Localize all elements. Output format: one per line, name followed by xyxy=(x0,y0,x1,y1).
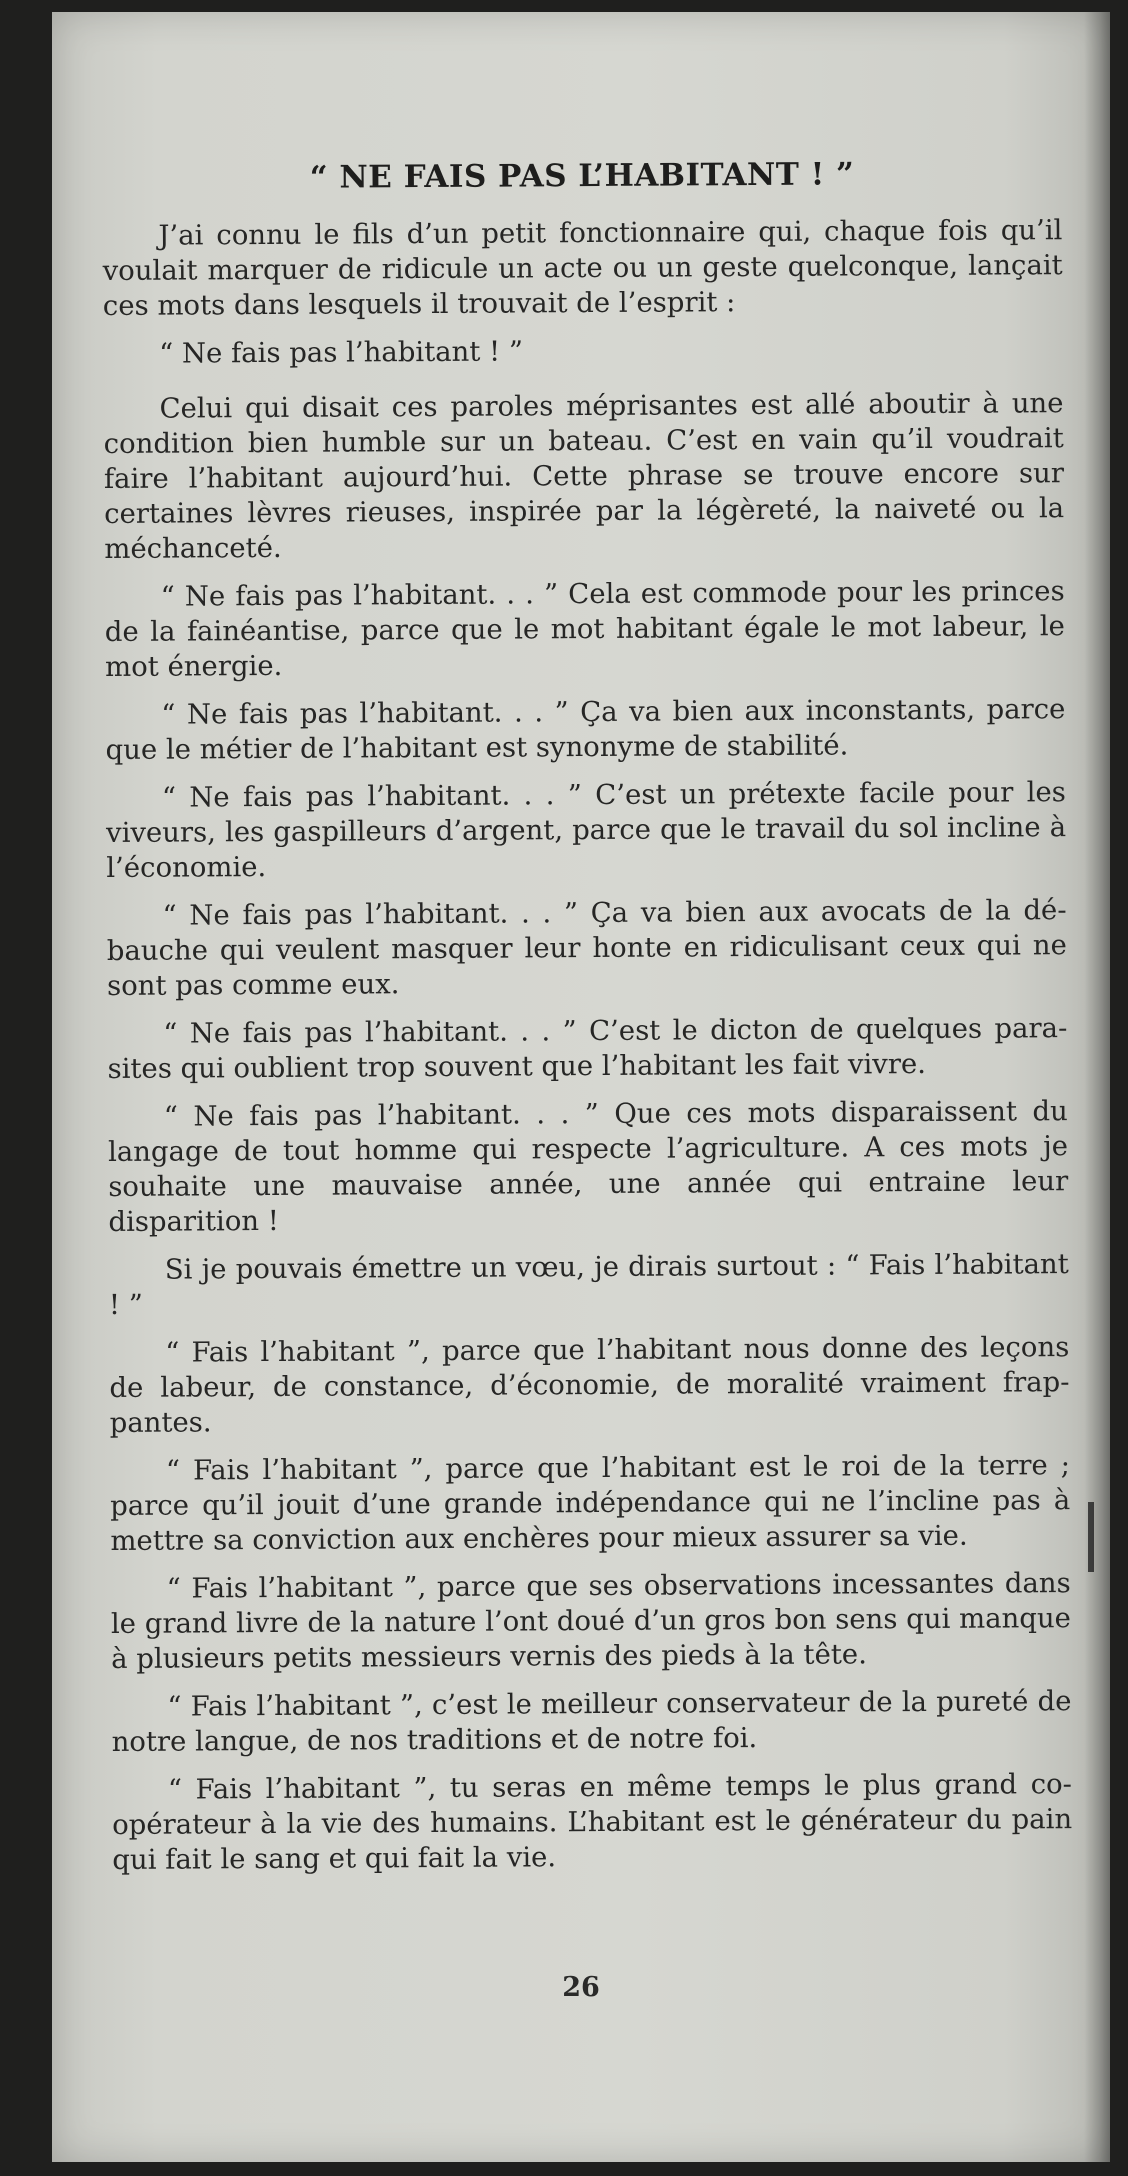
paragraph-1: J’ai connu le fils d’un petit fonctionnaire qui, chaque fois qu’il voulait marquer de ridicule un acte ou un geste quelconque, lançait ces mots dans lesquels il trouvait de l’esprit : xyxy=(102,214,1063,322)
paragraph-5: “ Ne fais pas l’habitant. . . ” Ça va bien aux inconstants, parce que le métier de l’habitant est synonyme de stabilité. xyxy=(105,693,1066,766)
paragraph-3: Celui qui disait ces paroles méprisantes est allé aboutir à une condition bien humble sur un bateau. C’est en vain qu’il voudrait faire l’habitant aujourd’hui. Cette phrase se trouve encore sur certaines lèvres rieuses, inspirée par la légèreté, la naiveté ou la méchanceté. xyxy=(103,387,1065,565)
paragraph-8: “ Ne fais pas l’habitant. . . ” C’est le dicton de quelques parasites qui oublient trop souvent que l’habitant les fait vivre. xyxy=(107,1012,1068,1085)
book-page xyxy=(52,12,1110,2162)
paragraph-9: “ Ne fais pas l’habitant. . . ” Que ces mots disparaissent du langage de tout homme qui respecte l’agriculture. A ces mots je souhaite une mauvaise année, une année qui entraine leur disparition ! xyxy=(107,1095,1069,1238)
paragraph-13: “ Fais l’habitant ”, parce que ses observations incessantes dans le grand livre de la nature l’ont doué d’un gros bon sens qui manque à plusieurs petits messieurs vernis des pieds à la tête. xyxy=(110,1567,1072,1675)
paragraph-7: “ Ne fais pas l’habitant. . . ” Ça va bien aux avocats de la débauche qui veulent masquer leur honte en ridiculisant ceux qui ne sont pas comme eux. xyxy=(106,894,1067,1002)
paragraph-4: “ Ne fais pas l’habitant. . . ” Cela est commode pour les princes de la fainéantise, parce que le mot habitant égale le mot labeur, le mot énergie. xyxy=(104,575,1065,683)
paragraph-2: “ Ne fais pas l’habitant ! ” xyxy=(159,335,524,370)
paragraph-11: “ Fais l’habitant ”, parce que l’habitant nous donne des leçons de labeur, de constance, d’économie, de moralité vraiment frappantes. xyxy=(109,1331,1070,1439)
paragraph-14: “ Fais l’habitant ”, c’est le meilleur conservateur de la pureté de notre langue, de nos traditions et de notre foi. xyxy=(111,1685,1072,1758)
page-title: “ NE FAIS PAS L’HABITANT ! ” xyxy=(309,156,855,196)
page-content xyxy=(102,156,1073,1891)
paragraph-12: “ Fais l’habitant ”, parce que l’habitant est le roi de la terre ; parce qu’il jouit d’une grande indépendance qui ne l’incline pas à mettre sa conviction aux enchères pour mieux assurer sa vie. xyxy=(110,1449,1071,1557)
page-edge-shadow xyxy=(1084,12,1110,2162)
paragraph-6: “ Ne fais pas l’habitant. . . ” C’est un prétexte facile pour les viveurs, les gaspilleurs d’argent, parce que le travail du sol incline à l’économie. xyxy=(106,776,1067,884)
page-number: 26 xyxy=(562,1972,600,2003)
paragraph-15: “ Fais l’habitant ”, tu seras en même temps le plus grand coopérateur à la vie des humains. L’habitant est le générateur du pain qui fait le sang et qui fait la vie. xyxy=(112,1768,1073,1876)
paragraph-10: Si je pouvais émettre un vœu, je dirais surtout : “ Fais l’habitant ! ” xyxy=(108,1248,1069,1321)
